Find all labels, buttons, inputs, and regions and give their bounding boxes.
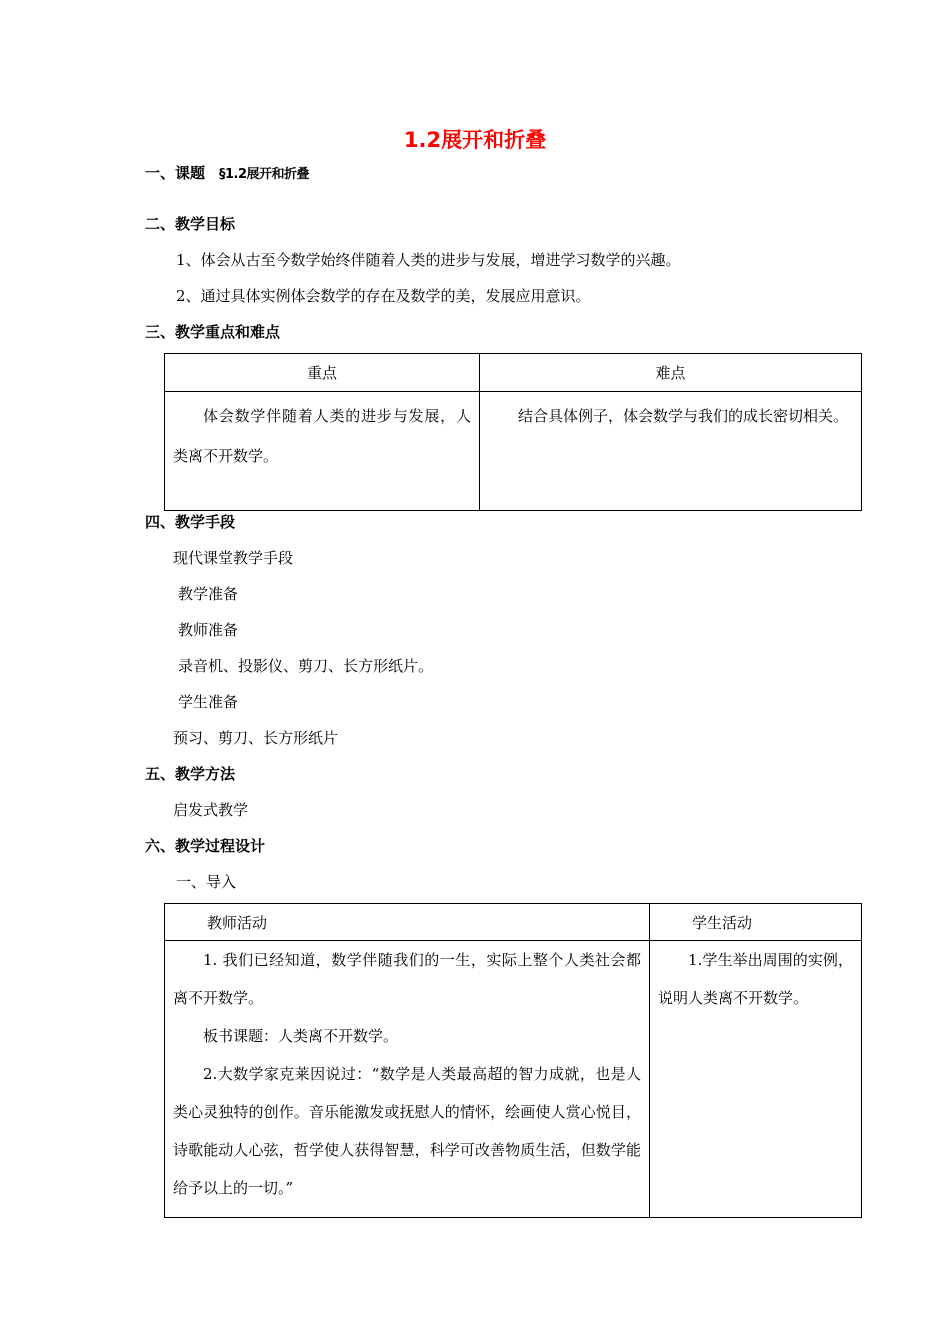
objective-1: 1、体会从古至今数学始终伴随着人类的进步与发展，增进学习数学的兴趣。	[176, 251, 681, 269]
section-2-heading: 二、教学目标	[145, 215, 236, 233]
key-points-table	[164, 353, 862, 511]
means-line-1: 现代课堂教学手段	[173, 549, 294, 567]
section-6-heading: 六、教学过程设计	[145, 837, 266, 855]
document-title: 1.2展开和折叠	[403, 128, 547, 152]
difficulties-cell	[480, 392, 862, 511]
means-line-6: 预习、剪刀、长方形纸片	[173, 729, 339, 747]
objective-2: 2、通过具体实例体会数学的存在及数学的美，发展应用意识。	[176, 287, 591, 305]
student-paragraph-1: 1.学生举出周围的实例，说明人类离不开数学。	[658, 951, 853, 1007]
teacher-paragraph-1: 1. 我们已经知道，数学伴随我们的一生，实际上整个人类社会都离不开数学。	[173, 951, 641, 1007]
teacher-activity-cell	[165, 941, 650, 1218]
section-6-subheading: 一、导入	[176, 873, 237, 891]
difficulties-header: 难点	[480, 354, 862, 392]
section-1-topic: §1.2展开和折叠	[219, 167, 310, 182]
student-activity-cell	[650, 941, 862, 1218]
teacher-paragraph-3: 2.大数学家克莱因说过：“数学是人类最高超的智力成就，也是人类心灵独特的创作。音乐能激发或抚慰人的情怀，绘画使人赏心悦目，诗歌能动人心弦，哲学使人获得智慧，科学可改善物质生活，但数学能给予以上的一切。”	[173, 1065, 641, 1197]
means-line-5: 学生准备	[178, 693, 239, 711]
teacher-paragraph-2: 板书课题：人类离不开数学。	[203, 1027, 399, 1045]
means-line-2: 教学准备	[178, 585, 239, 603]
teacher-activity-header: 教师活动	[165, 904, 650, 941]
student-activity-header: 学生活动	[650, 904, 862, 941]
teaching-process-table	[164, 903, 862, 1218]
means-line-3: 教师准备	[178, 621, 239, 639]
section-3-heading: 三、教学重点和难点	[145, 323, 281, 341]
method-line-1: 启发式教学	[173, 801, 249, 819]
key-points-cell	[165, 392, 480, 511]
key-points-text: 体会数学伴随着人类的进步与发展，人类离不开数学。	[173, 407, 471, 465]
section-4-heading: 四、教学手段	[145, 513, 236, 531]
section-5-heading: 五、教学方法	[145, 765, 236, 783]
means-line-4: 录音机、投影仪、剪刀、长方形纸片。	[178, 657, 434, 675]
difficulties-text: 结合具体例子，体会数学与我们的成长密切相关。	[518, 407, 849, 425]
section-1-label: 一、课题	[145, 164, 206, 182]
key-points-header: 重点	[165, 354, 480, 392]
section-1-heading	[145, 162, 309, 183]
